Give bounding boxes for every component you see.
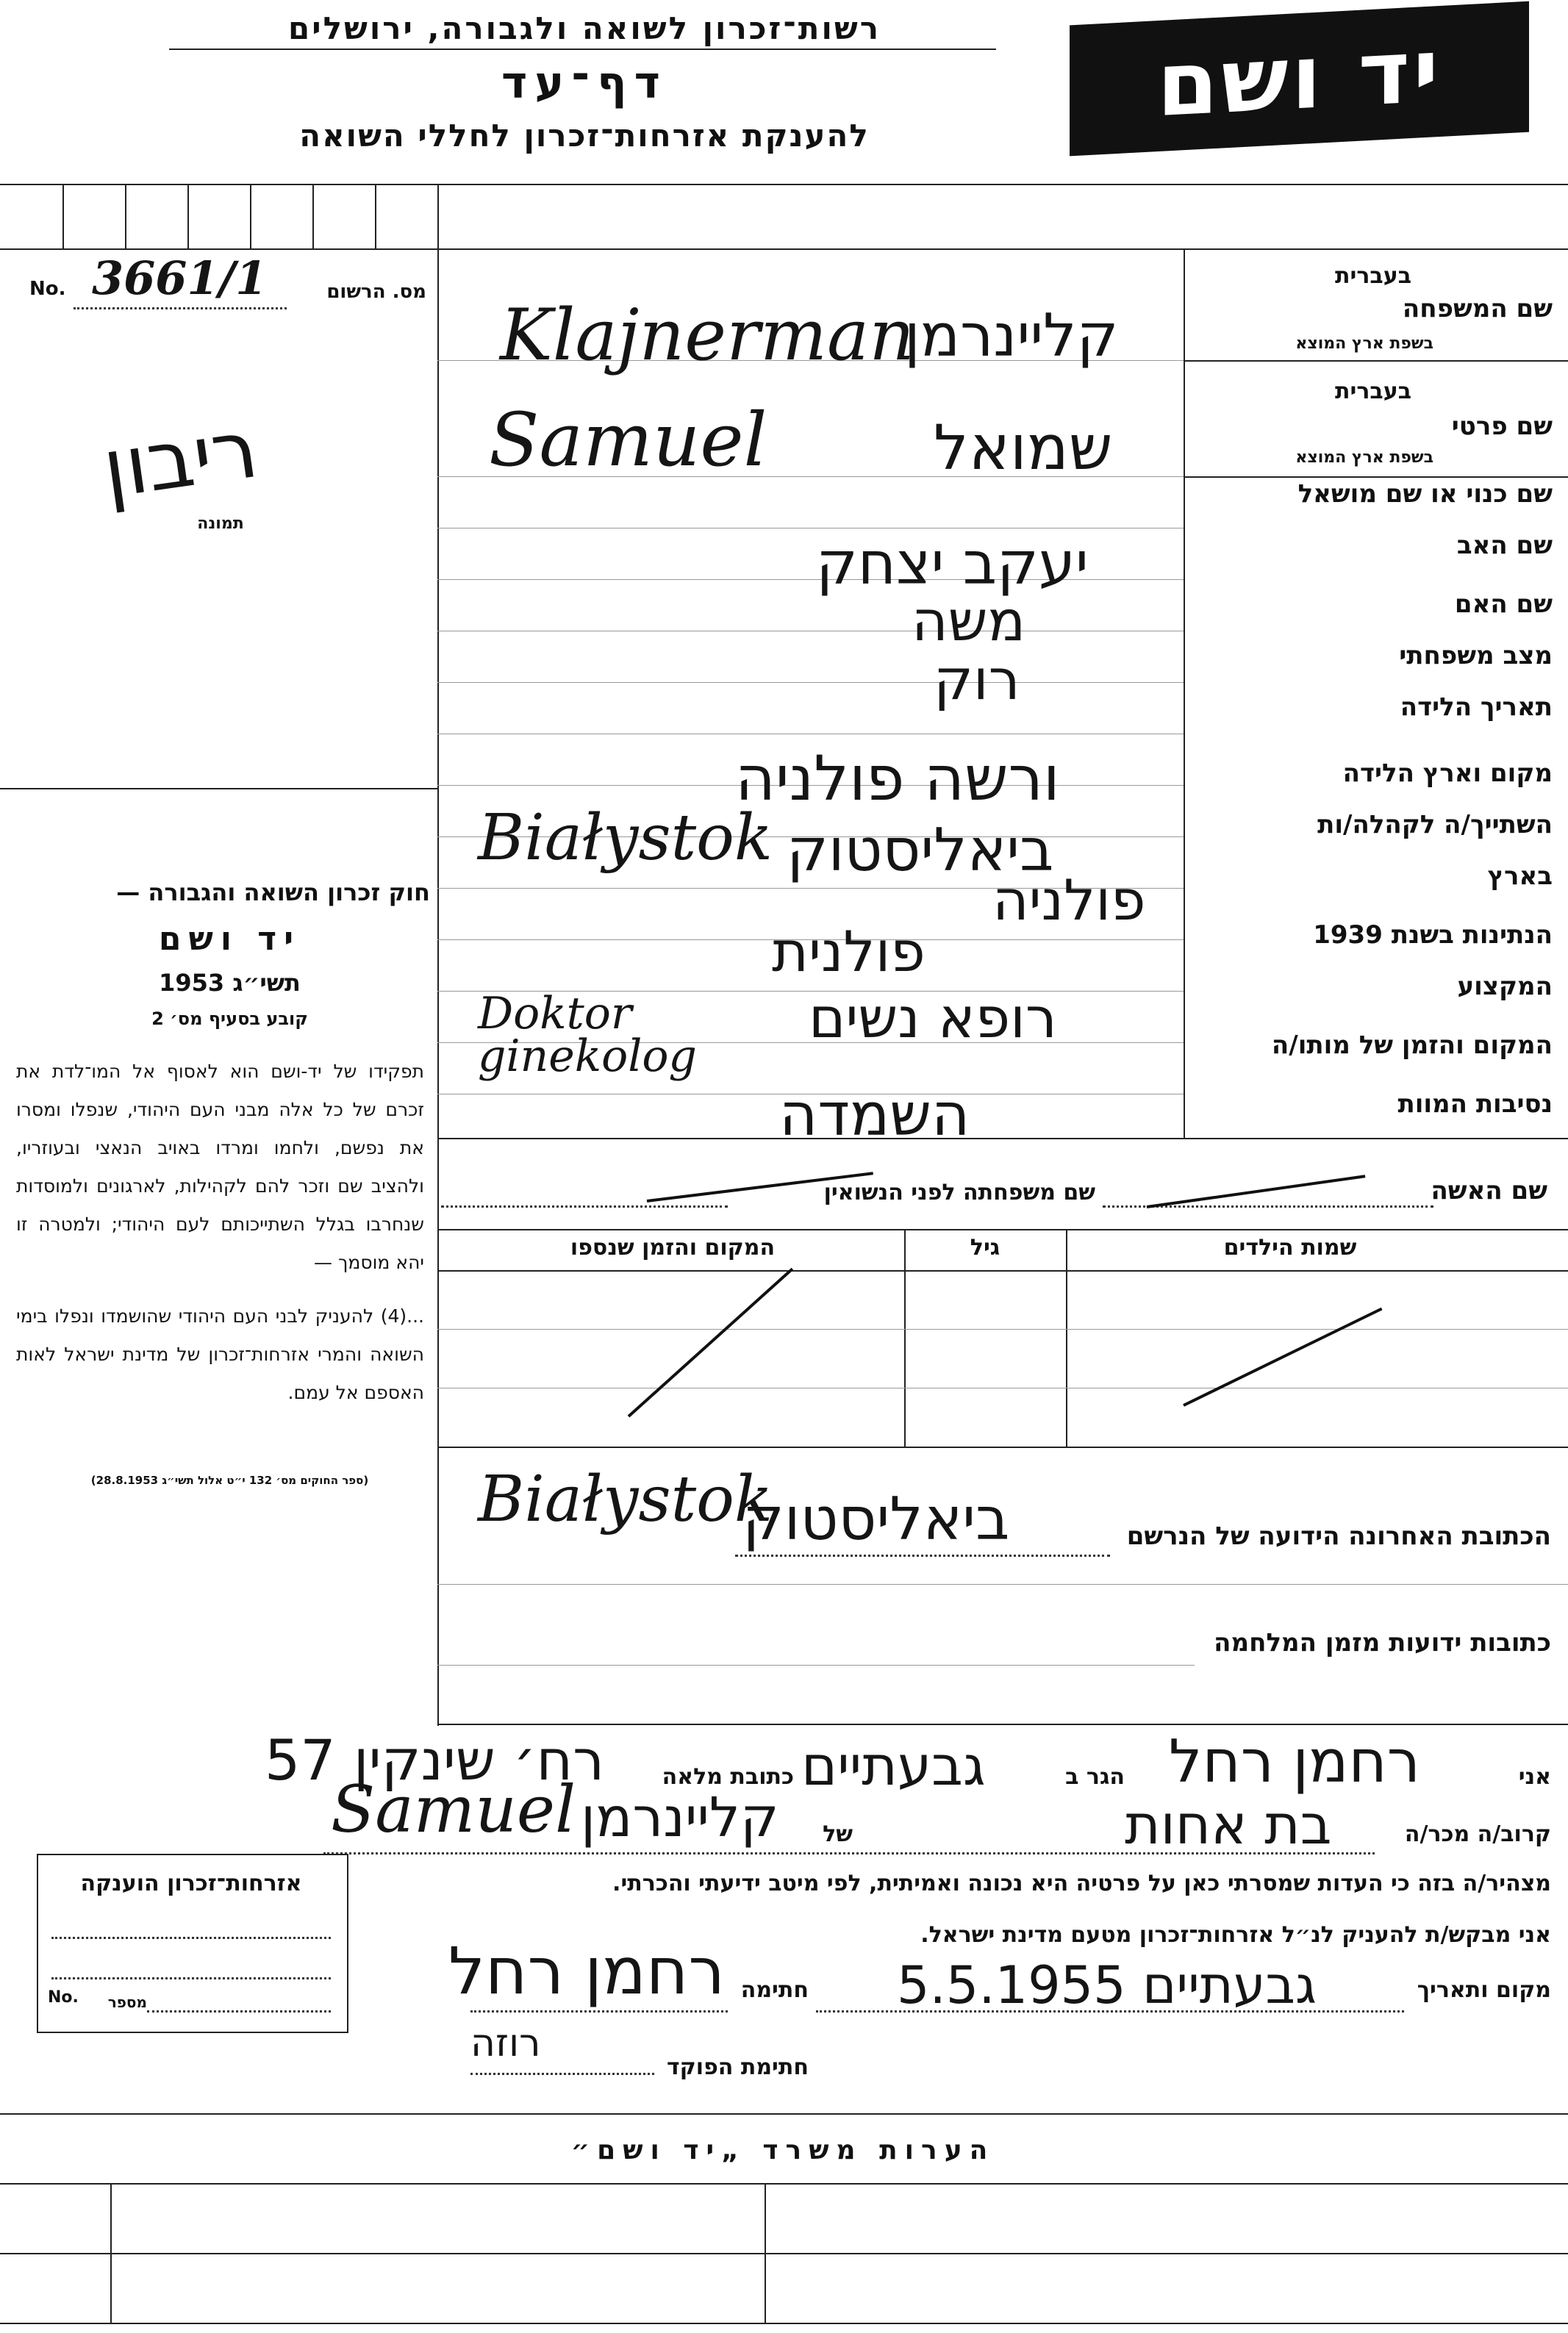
wife-maiden-label: שם משפחתה לפני הנשואין [823,1180,1095,1205]
father-value: יעקב יצחק [816,529,1089,598]
officer-signature-value: רוזה [470,2021,541,2065]
signature-value: רחמן רחל [448,1933,726,2009]
community-label: השתייך/ה לקהלה/ות [1317,810,1553,839]
children-names-header: שמות הילדים [1223,1235,1357,1261]
declaration-text: מצהיר/ה בזה כי העדות שמסרתי כאן על פרטיה היא נכונה ואמיתית, לפי מיטב ידיעתי והכרתי. [612,1871,1551,1896]
nickname-label: שם כנוי או שם מושאל [1297,479,1553,509]
marital-status-label: מצב משפחתי [1399,641,1553,670]
first-name-hebrew-label: בעברית [1335,379,1411,404]
request-text: אני מבקש/ת להעניק לנ״ל אזרחות־זכרון מטעם מדינת ישראל. [920,1922,1551,1948]
of-value-hebrew: קליינרמן [581,1786,779,1849]
reg-number: 3661/1 [92,251,268,305]
first-name-native-label: בשפת ארץ המוצא [1295,448,1433,467]
law-clause: קובע בסעיף מס׳ 2 [151,1008,308,1029]
citizenship-box-no: No. [48,1988,79,2007]
photo-label: תמונה [197,515,244,533]
declarant-name: רחמן רחל [1169,1727,1420,1796]
family-name-hebrew-label: בעברית [1335,263,1411,289]
father-label: שם האב [1456,531,1553,560]
birth-place-label: מקום וארץ הלידה [1342,759,1553,788]
law-paragraph-1: תפקידו של יד-ושם הוא לאסוף אל המו־לדת את זכרם של כל אלה מבני העם היהודי, שנפלו ומסרו את נפשם, ולחמו ומרדו באויב הנאצי ובעוזריו, ולהציב שם וזכר להם לקהילות, לארגונים ולמוסדות שנחרבו בגלל השתייכותם לעם היהודי; ולמטרה זו יהא מוסמך — [16,1061,424,1273]
country-value: פולניה [992,867,1146,933]
law-year: תשי״ג 1953 [159,969,301,997]
of-value-native: Samuel [331,1771,576,1847]
citizenship-box-number-label: מספר [107,1993,147,2011]
relation-value: בת אחות [1125,1793,1332,1857]
declarant-lives-value: גבעתיים [801,1735,986,1798]
relation-label: קרוב/ה מכר/ה [1404,1821,1551,1847]
family-name-native-value: Klajnerman [500,294,915,376]
place-date-value: גבעתיים 5.5.1955 [897,1955,1317,2015]
signature-label: חתימה [740,1977,809,2003]
place-date-label: מקום ותאריך [1417,1977,1551,2003]
wartime-address-label: כתובות ידועות מזמן המלחמה [1214,1628,1551,1658]
mother-value: משה [912,588,1026,653]
first-name-hebrew-value: שמואל [934,412,1113,484]
form-title: דף־עד [501,57,667,109]
children-age-header: גיל [970,1235,1000,1261]
death-place-time-label: המקום והזמן של מותו/ה [1271,1031,1553,1060]
death-circumstances-value: השמדה [779,1081,970,1149]
law-name: יד ושם [158,920,301,958]
first-name-label: שם פרטי [1451,412,1553,441]
children-place-time-header: המקום והזמן שנספו [570,1235,776,1261]
last-address-hebrew-value: ביאליסטוק [742,1485,1010,1553]
declarant-address-value: רח׳ שינקין 57 [265,1727,605,1793]
citizenship-label: הנתינות בשנת 1939 [1313,920,1553,950]
first-name-native-value: Samuel [489,397,767,483]
death-circumstances-label: נסיבות המוות [1397,1089,1553,1119]
authority-title: רשות־זכרון לשואה ולגבורה, ירושלים [287,10,881,46]
law-reference: (ספר החוקים מס׳ 132 י״ט אלול תשי״ג 28.8.1953) [90,1474,369,1487]
reg-label: מס. הרשום [326,281,426,303]
citizenship-value: פולנית [772,919,926,984]
citizenship-box-title: אזרחות־זכרון הוענקה [80,1871,302,1896]
declarant-lives-label: הגר ב [1065,1764,1125,1790]
profession-hebrew-value: רופא נשים [809,985,1057,1050]
reg-no-label: No. [29,278,66,300]
law-paragraph-2: ...(4) להעניק לבני העם היהודי שהושמדו ונפלו בימי השואה והמרי אזרחות־זכרון של מדינת ישראל לאות האספם אל עמם. [16,1305,424,1403]
community-hebrew-value: ביאליסטוק [787,816,1054,884]
family-name-label: שם המשפחה [1402,294,1553,323]
mother-label: שם האם [1454,589,1553,619]
form-subtitle: להענקת אזרחות־זכרון לחללי השואה [299,118,870,154]
yad-vashem-logo: יד ושם [1070,1,1529,157]
officer-signature-label: חתימת הפוקד [667,2054,809,2080]
marital-status-value: רוק [934,647,1020,712]
country-label: בארץ [1487,861,1553,891]
wife-label: שם האשה [1431,1176,1547,1205]
declarant-address-label: כתובת מלאה [662,1764,794,1790]
photo-note: ריבון [97,401,264,517]
last-address-native-value: Białystok [478,1463,773,1536]
birth-date-label: תאריך הלידה [1400,692,1553,722]
declarant-i-label: אני [1518,1764,1551,1790]
profession-native-value: Doktor ginekolog [478,988,697,1082]
office-notes-title: הערות משרד „יד ושם״ [570,2135,995,2165]
family-name-hebrew-value: קליינרמן [904,301,1119,370]
birth-place-value: ורשה פולניה [735,742,1060,814]
last-address-label: הכתובת האחרונה הידועה של הנרשם [1126,1522,1551,1551]
of-label: של [823,1821,853,1847]
law-title: חוק זכרון השואה והגבורה — [116,878,430,906]
profession-label: המקצוע [1457,972,1553,1001]
family-name-native-label: בשפת ארץ המוצא [1295,334,1433,353]
community-native-value: Białystok [478,801,773,875]
